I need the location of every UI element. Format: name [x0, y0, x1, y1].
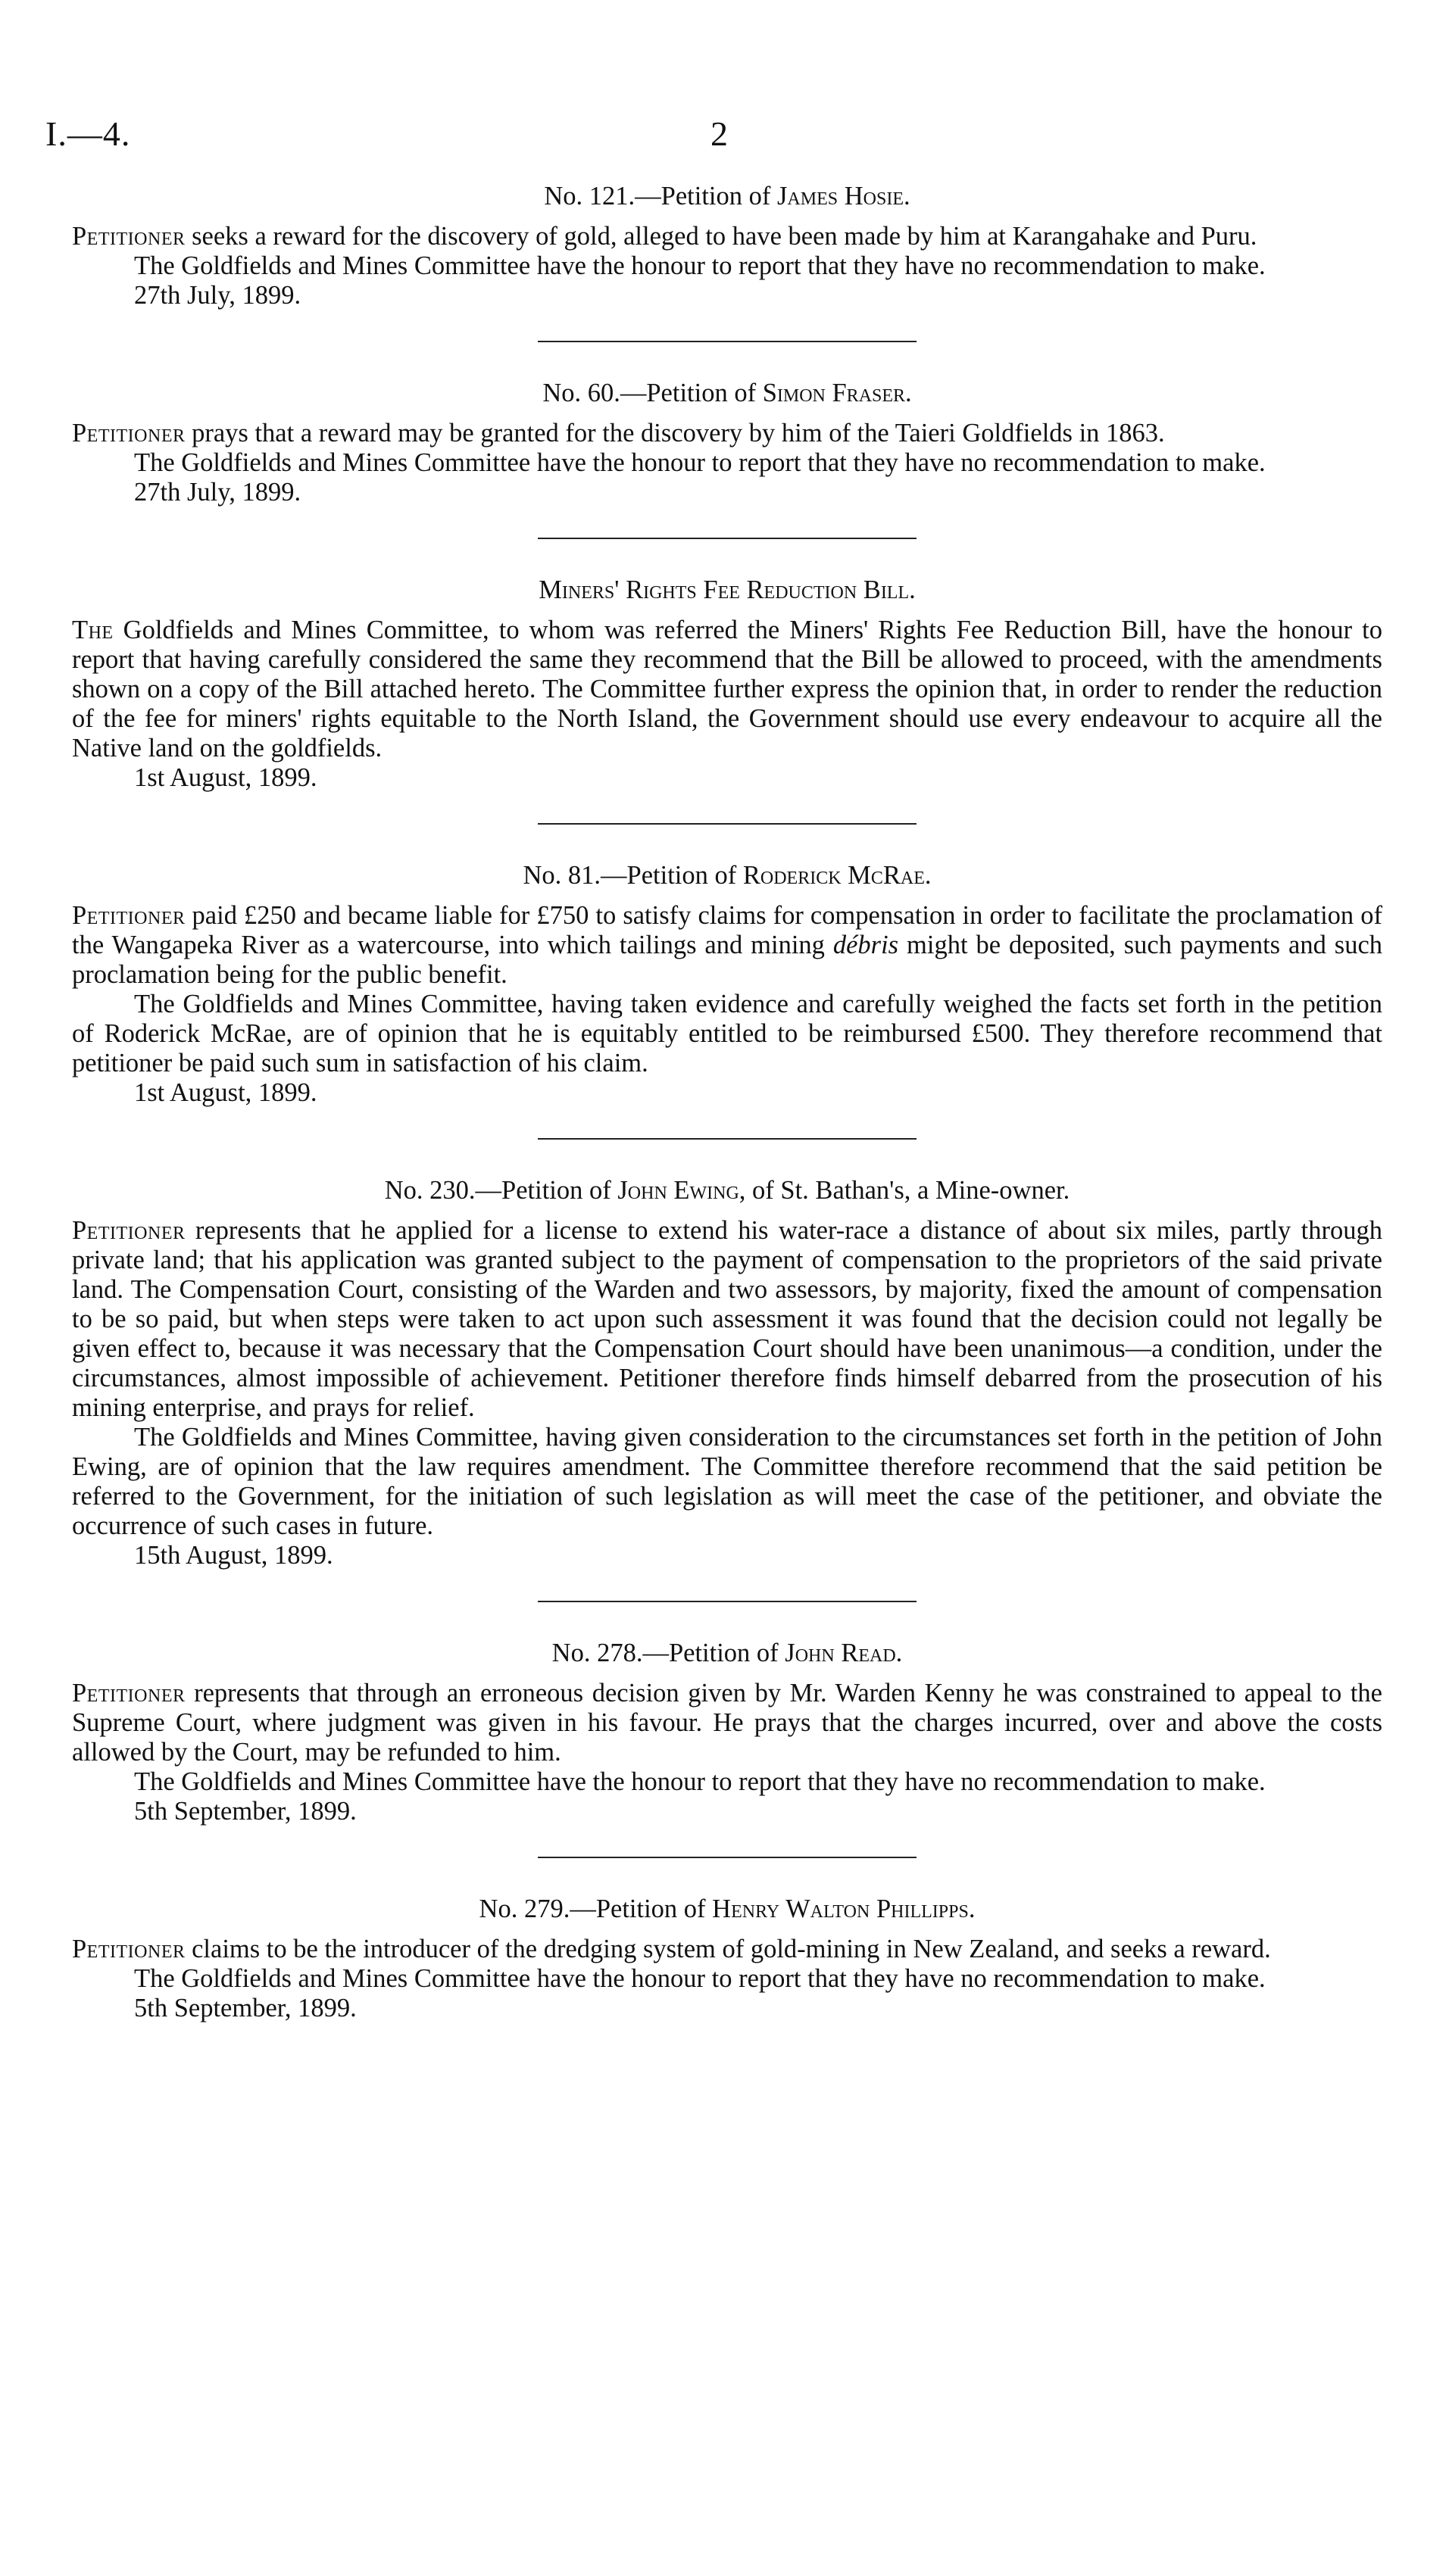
section-heading: No. 279.—Petition of Henry Walton Phillipps.	[479, 1895, 976, 1923]
section-heading: No. 81.—Petition of Roderick McRae.	[523, 861, 932, 890]
report-date: 27th July, 1899.	[134, 478, 301, 507]
committee-report: The Goldfields and Mines Committee have the honour to report that they have no recommendation to make.	[134, 448, 1266, 477]
committee-report: The Goldfields and Mines Committee, having taken evidence and carefully weighed the facts set forth in the petition of Roderick McRae, are of opinion that he is equitably entitled to be reimbursed £500. They therefore recommend that petitioner be paid such sum in satisfaction of his claim.	[72, 990, 1382, 1077]
committee-report: The Goldfields and Mines Committee, to whom was referred the Miners' Rights Fee Reduction Bill, have the honour to report that having carefully considered the same they recommend that the Bill be allowed to proceed, with the amendments shown on a copy of the Bill attached hereto. The Committee further express the opinion that, in order to render the reduction of the fee for miners' rights equitable to the North Island, the Government should use every endeavour to acquire all the Native land on the goldfields.	[72, 616, 1382, 763]
section-heading: No. 230.—Petition of John Ewing, of St. Bathan's, a Mine-owner.	[384, 1176, 1070, 1205]
committee-report: The Goldfields and Mines Committee have the honour to report that they have no recommendation to make.	[134, 1964, 1266, 1993]
committee-report: The Goldfields and Mines Committee, having given consideration to the circumstances set forth in the petition of John Ewing, are of opinion that the law requires amendment. The Committee therefore recommend that the said petition be referred to the Government, for the initiation of such legislation as will meet the case of the petitioner, and obviate the occurrence of such cases in future.	[72, 1423, 1382, 1540]
section-heading: Miners' Rights Fee Reduction Bill.	[539, 575, 916, 604]
section-divider	[538, 538, 917, 539]
report-date: 1st August, 1899.	[134, 1078, 317, 1107]
section-divider	[538, 1601, 917, 1602]
section-heading: No. 60.—Petition of Simon Fraser.	[542, 379, 912, 407]
paper-reference: I.—4.	[45, 114, 131, 153]
page-number: 2	[710, 114, 728, 153]
petition-81-section	[72, 861, 1382, 1108]
report-date: 5th September, 1899.	[134, 1994, 357, 2022]
petition-text: Petitioner seeks a reward for the discovery of gold, alleged to have been made by him at Karangahake and Puru.	[72, 222, 1257, 251]
petition-text: Petitioner represents that through an erroneous decision given by Mr. Warden Kenny he was constrained to appeal to the Supreme Court, where judgment was given in his favour. He prays that the charges incurred, over and above the costs allowed by the Court, may be refunded to him.	[72, 1679, 1382, 1767]
section-divider	[538, 341, 917, 342]
section-divider	[538, 1138, 917, 1140]
report-date: 5th September, 1899.	[134, 1797, 357, 1826]
petition-278-section	[72, 1639, 1382, 1826]
miners-rights-bill-section	[72, 575, 1382, 793]
petition-230-section	[72, 1176, 1382, 1570]
petition-text: Petitioner represents that he applied for a license to extend his water-race a distance of about six miles, partly through private land; that his application was granted subject to the payment of compensation to the proprietors of the said private land. The Compensation Court, consisting of the Warden and two assessors, by majority, fixed the amount of compensation to be so paid, but when steps were taken to act upon such assessment it was found that the decision could not legally be given effect to, because it was necessary that the Compensation Court should have been unanimous—a condition, under the circumstances, almost impossible of achievement. Petitioner therefore finds himself debarred from the prosecution of his mining enterprise, and prays for relief.	[72, 1216, 1382, 1422]
section-heading: No. 278.—Petition of John Read.	[551, 1639, 903, 1667]
document-body	[72, 182, 1382, 2023]
petition-text: Petitioner paid £250 and became liable for £750 to satisfy claims for compensation in order to facilitate the proclamation of the Wangapeka River as a watercourse, into which tailings and mining débris might be deposited, such payments and such proclamation being for the public benefit.	[72, 901, 1383, 989]
petition-121-section	[72, 182, 1382, 310]
petition-text: Petitioner prays that a reward may be granted for the discovery by him of the Taieri Goldfields in 1863.	[72, 419, 1165, 448]
section-heading: No. 121.—Petition of James Hosie.	[544, 182, 910, 211]
report-date: 27th July, 1899.	[134, 281, 301, 310]
section-divider	[538, 1857, 917, 1858]
petition-60-section	[72, 379, 1382, 507]
report-date: 15th August, 1899.	[134, 1541, 333, 1570]
petition-279-section	[72, 1895, 1382, 2023]
report-date: 1st August, 1899.	[134, 763, 317, 792]
committee-report: The Goldfields and Mines Committee have the honour to report that they have no recommendation to make.	[134, 251, 1266, 280]
section-divider	[538, 823, 917, 825]
petition-text: Petitioner claims to be the introducer of the dredging system of gold-mining in New Zealand, and seeks a reward.	[72, 1935, 1271, 1963]
committee-report: The Goldfields and Mines Committee have the honour to report that they have no recommendation to make.	[134, 1767, 1266, 1796]
